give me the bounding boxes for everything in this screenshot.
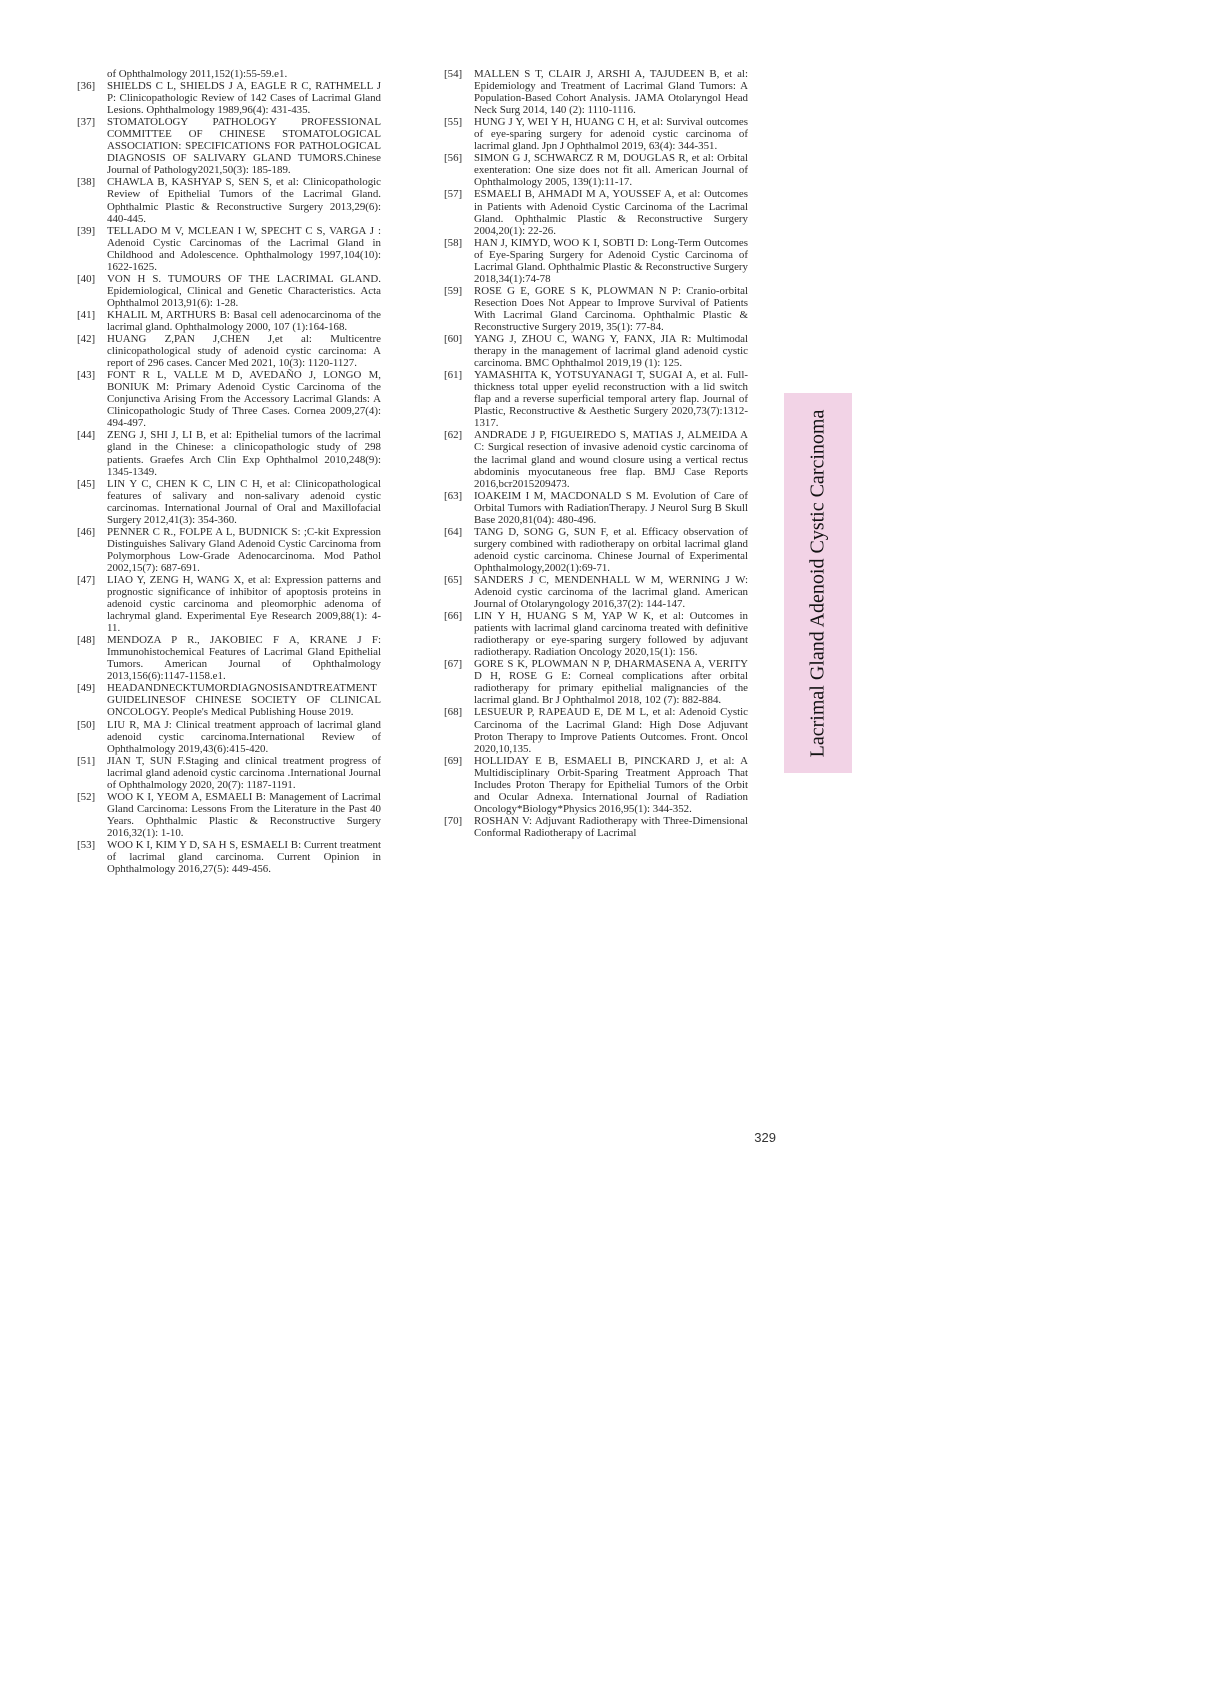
side-tab-label: Lacrimal Gland Adenoid Cystic Carcinoma: [806, 409, 829, 757]
reference-entry: [444, 574, 748, 610]
reference-text: KHALIL M, ARTHURS B: Basal cell adenocarcinoma of the lacrimal gland. Ophthalmology 2000, 107 (1):164-168.: [107, 308, 381, 333]
reference-entry: [77, 526, 381, 574]
reference-text: MENDOZA P R., JAKOBIEC F A, KRANE J F: Immunohistochemical Features of Lacrimal Gland Epithelial Tumors. American Journal of Ophthalmology 2013,156(6):1147-1158.e1.: [107, 634, 381, 683]
reference-entry: [77, 225, 381, 273]
reference-number: [40]: [77, 272, 96, 285]
reference-entry: [444, 68, 748, 116]
reference-entry: [444, 285, 748, 333]
reference-entry: [444, 490, 748, 526]
reference-entry: [77, 116, 381, 176]
reference-number: [45]: [77, 477, 96, 490]
reference-number: [42]: [77, 333, 96, 346]
reference-number: [67]: [444, 658, 463, 671]
reference-text: FONT R L, VALLE M D, AVEDAÑO J, LONGO M, BONIUK M: Primary Adenoid Cystic Carcinoma of the Conjunctiva Arising From the Accessory Lacrimal Glands: A Clinicopathologic Study of Three Cases. Cornea 2009,27(4): 494-497.: [107, 369, 381, 430]
reference-text: SIMON G J, SCHWARCZ R M, DOUGLAS R, et al: Orbital exenteration: One size does not fit all. American Journal of Ophthalmology 2005, 139(1):11-17.: [474, 152, 748, 189]
reference-entry: [77, 478, 381, 526]
reference-entry: [444, 755, 748, 815]
reference-number: [49]: [77, 682, 96, 695]
reference-text: CHAWLA B, KASHYAP S, SEN S, et al: Clinicopathologic Review of Epithelial Tumors of the Lacrimal Gland. Ophthalmic Plastic & Reconstructive Surgery 2013,29(6): 440-445.: [107, 176, 381, 225]
reference-text: MALLEN S T, CLAIR J, ARSHI A, TAJUDEEN B, et al: Epidemiology and Treatment of Lacrimal Gland Tumors: A Population-Based Cohort Analysis. JAMA Otolaryngol Head Neck Surg 2014, 140 (2): 1110-1116.: [474, 68, 748, 117]
reference-number: [58]: [444, 236, 463, 249]
reference-entry: [444, 610, 748, 658]
reference-text: WOO K I, YEOM A, ESMAELI B: Management of Lacrimal Gland Carcinoma: Lessons From the Literature in the Past 40 Years. Ophthalmic Plastic & Reconstructive Surgery 2016,32(1): 1-10.: [107, 790, 381, 839]
reference-entry: [444, 658, 748, 706]
reference-number: [64]: [444, 525, 463, 538]
reference-number: [48]: [77, 634, 96, 647]
reference-number: [69]: [444, 754, 463, 767]
reference-text: PENNER C R., FOLPE A L, BUDNICK S: ;C-kit Expression Distinguishes Salivary Gland Adenoid Cystic Carcinoma from Polymorphous Low-Grade Adenocarcinoma. Mod Pathol 2002,15(7): 687-691.: [107, 525, 381, 574]
reference-number: [56]: [444, 152, 463, 165]
reference-number: [37]: [77, 116, 96, 129]
reference-entry: [444, 429, 748, 489]
reference-entry: [444, 815, 748, 839]
reference-entry: [77, 429, 381, 477]
reference-text: LIN Y C, CHEN K C, LIN C H, et al: Clinicopathological features of salivary and non-salivary adenoid cystic carcinomas. International Journal of Oral and Maxillofacial Surgery 2012,41(3): 354-360.: [107, 477, 381, 526]
left-reference-column: [77, 68, 381, 875]
reference-entry: [444, 526, 748, 574]
reference-number: [36]: [77, 80, 96, 93]
reference-text: LIAO Y, ZENG H, WANG X, et al: Expression patterns and prognostic significance of inhibitor of apoptosis proteins in adenoid cystic carcinoma and pleomorphic adenoma of lachrymal gland. Experimental Eye Research 2009,88(1): 4-11.: [107, 573, 381, 635]
reference-text: HEADANDNECKTUMORDIAGNOSISANDTREATMENT GUIDELINESOF CHINESE SOCIETY OF CLINICAL ONCOLOGY. People's Medical Publishing House 2019.: [107, 682, 381, 719]
reference-number: [50]: [77, 718, 96, 731]
reference-number: [43]: [77, 369, 96, 382]
reference-text: HUANG Z,PAN J,CHEN J,et al: Multicentre clinicopathological study of adenoid cystic carcinoma: A report of 296 cases. Cancer Med 2021, 10(3): 1120-1127.: [107, 333, 381, 370]
reference-number: [38]: [77, 176, 96, 189]
reference-number: [39]: [77, 224, 96, 237]
reference-text: IOAKEIM I M, MACDONALD S M. Evolution of Care of Orbital Tumors with RadiationTherapy. J Neurol Surg B Skull Base 2020,81(04): 480-496.: [474, 489, 748, 526]
reference-entry: [444, 237, 748, 285]
reference-number: [53]: [77, 839, 96, 851]
reference-number: [61]: [444, 369, 463, 382]
reference-text: TANG D, SONG G, SUN F, et al. Efficacy observation of surgery combined with radiotherapy on orbital lacrimal gland adenoid cystic carcinoma. Chinese Journal of Experimental Ophthalmology,2002(1):69-71.: [474, 525, 748, 574]
reference-entry: [77, 80, 381, 116]
reference-number: [70]: [444, 814, 463, 827]
reference-text: WOO K I, KIM Y D, SA H S, ESMAELI B: Current treatment of lacrimal gland carcinoma. Current Opinion in Ophthalmology 2016,27(5): 449-456.: [107, 839, 381, 876]
reference-text: ZENG J, SHI J, LI B, et al: Epithelial tumors of the lacrimal gland in the Chinese: a clinicopathologic study of 298 patients. Graefes Arch Clin Exp Ophthalmol 2010,248(9): 1345-1349.: [107, 429, 381, 478]
reference-entry: [77, 755, 381, 791]
reference-text: ANDRADE J P, FIGUEIREDO S, MATIAS J, ALMEIDA A C: Surgical resection of invasive adenoid cystic carcinoma of the lacrimal gland and wound closure using a vertical rectus abdominis myocutaneous free flap. BMJ Case Reports 2016,bcr2015209473.: [474, 429, 748, 490]
reference-number: [51]: [77, 754, 96, 767]
reference-text: SHIELDS C L, SHIELDS J A, EAGLE R C, RATHMELL J P: Clinicopathologic Review of 142 Cases of Lacrimal Gland Lesions. Ophthalmology 1989,96(4): 431-435.: [107, 80, 381, 117]
reference-entry: [444, 369, 748, 429]
reference-text: HUNG J Y, WEI Y H, HUANG C H, et al: Survival outcomes of eye-sparing surgery for adenoid cystic carcinoma of lacrimal gland. Jpn J Ophthalmol 2019, 63(4): 344-351.: [474, 116, 748, 153]
reference-text: HOLLIDAY E B, ESMAELI B, PINCKARD J, et al: A Multidisciplinary Orbit-Sparing Treatment Approach That Includes Proton Therapy for Epithelial Tumors of the Orbit and Ocular Adnexa. International Journal of Radiation Oncology*Biology*Physics 2016,95(1): 344-352.: [474, 754, 748, 815]
reference-number: [63]: [444, 489, 463, 502]
reference-text: SANDERS J C, MENDENHALL W M, WERNING J W: Adenoid cystic carcinoma of the lacrimal gland. American Journal of Otolaryngology 2016,37(2): 144-147.: [474, 573, 748, 611]
reference-text: GORE S K, PLOWMAN N P, DHARMASENA A, VERITY D H, ROSE G E: Corneal complications after orbital radiotherapy for primary epithelial malignancies of the lacrimal gland. Br J Ophthalmol 2018, 102 (7): 882-884.: [474, 658, 748, 707]
reference-number: [41]: [77, 308, 96, 321]
reference-text: LESUEUR P, RAPEAUD E, DE M L, et al: Adenoid Cystic Carcinoma of the Lacrimal Gland: High Dose Adjuvant Proton Therapy to Improve Patients Outcomes. Front. Oncol 2020,10,135.: [474, 706, 748, 755]
reference-number: [52]: [77, 790, 96, 803]
reference-text: ROSHAN V: Adjuvant Radiotherapy with Three-Dimensional Conformal Radiotherapy of Lacrimal: [474, 814, 748, 839]
reference-number: [57]: [444, 188, 463, 201]
reference-number: [47]: [77, 573, 96, 586]
reference-text: TELLADO M V, MCLEAN I W, SPECHT C S, VARGA J : Adenoid Cystic Carcinomas of the Lacrimal Gland in Childhood and Adolescence. Ophthalmology 1997,104(10): 1622-1625.: [107, 224, 381, 273]
reference-entry: [77, 634, 381, 682]
reference-entry: [444, 333, 748, 369]
reference-number: [59]: [444, 284, 463, 297]
reference-number: [60]: [444, 333, 463, 346]
reference-text: JIAN T, SUN F.Staging and clinical treatment progress of lacrimal gland adenoid cystic carcinoma .International Journal of Ophthalmology 2020, 20(7): 1187-1191.: [107, 754, 381, 791]
reference-entry: [77, 719, 381, 755]
reference-entry: [77, 309, 381, 333]
reference-entry: [77, 369, 381, 429]
reference-number: [55]: [444, 116, 463, 129]
reference-number: [65]: [444, 573, 463, 586]
reference-text: YAMASHITA K, YOTSUYANAGI T, SUGAI A, et al. Full-thickness total upper eyelid reconstruction with a lid switch flap and a reverse superficial temporal artery flap. Journal of Plastic, Reconstructive & Aesthetic Surgery 2020,73(7):1312-1317.: [474, 369, 748, 430]
reference-entry: [77, 682, 381, 718]
reference-entry: [444, 188, 748, 236]
page-number: 329: [754, 1130, 776, 1145]
reference-entry: [77, 839, 381, 875]
reference-entry: [444, 152, 748, 188]
reference-text: LIU R, MA J: Clinical treatment approach of lacrimal gland adenoid cystic carcinoma.International Review of Ophthalmology 2019,43(6):415-420.: [107, 718, 381, 755]
reference-text: VON H S. TUMOURS OF THE LACRIMAL GLAND. Epidemiological, Clinical and Genetic Characteristics. Acta Ophthalmol 2013,91(6): 1-28.: [107, 272, 381, 309]
side-tab: [784, 393, 852, 773]
reference-entry: [444, 706, 748, 754]
reference-text: ESMAELI B, AHMADI M A, YOUSSEF A, et al: Outcomes in Patients with Adenoid Cystic Carcinoma of the Lacrimal Gland. Ophthalmic Plastic & Reconstructive Surgery 2004,20(1): 22-26.: [474, 188, 748, 237]
right-reference-column: [444, 68, 748, 839]
reference-entry: [77, 574, 381, 634]
reference-text: ROSE G E, GORE S K, PLOWMAN N P: Cranio-orbital Resection Does Not Appear to Improve Survival of Patients With Lacrimal Gland Carcinoma. Ophthalmic Plastic & Reconstructive Surgery 2019, 35(1): 77-84.: [474, 284, 748, 333]
reference-entry: [77, 176, 381, 224]
reference-continuation: of Ophthalmology 2011,152(1):55-59.e1.: [107, 68, 288, 80]
reference-text: YANG J, ZHOU C, WANG Y, FANX, JIA R: Multimodal therapy in the management of lacrimal gland adenoid cystic carcinoma. BMC Ophthalmol 2019,19 (1): 125.: [474, 333, 748, 370]
reference-number: [62]: [444, 429, 463, 442]
reference-number: [44]: [77, 429, 96, 442]
reference-text: HAN J, KIMYD, WOO K I, SOBTI D: Long-Term Outcomes of Eye-Sparing Surgery for Adenoid Cystic Carcinoma of Lacrimal Gland. Ophthalmic Plastic & Reconstructive Surgery 2018,34(1):74-78: [474, 236, 748, 285]
reference-text: STOMATOLOGY PATHOLOGY PROFESSIONAL COMMITTEE OF CHINESE STOMATOLOGICAL ASSOCIATION: SPECIFICATIONS FOR PATHOLOGICAL DIAGNOSIS OF SALIVARY GLAND TUMORS.Chinese Journal of Pathology2021,50(3): 185-189.: [107, 116, 381, 177]
reference-entry: [444, 116, 748, 152]
reference-number: [66]: [444, 610, 463, 623]
reference-number: [54]: [444, 68, 463, 80]
reference-entry: [77, 791, 381, 839]
reference-text: LIN Y H, HUANG S M, YAP W K, et al: Outcomes in patients with lacrimal gland carcinoma treated with definitive radiotherapy or eye-sparing surgery followed by adjuvant radiotherapy. Radiation Oncology 2020,15(1): 156.: [474, 610, 748, 659]
reference-entry: [77, 273, 381, 309]
reference-number: [46]: [77, 525, 96, 538]
reference-number: [68]: [444, 706, 463, 719]
reference-entry: [77, 333, 381, 369]
